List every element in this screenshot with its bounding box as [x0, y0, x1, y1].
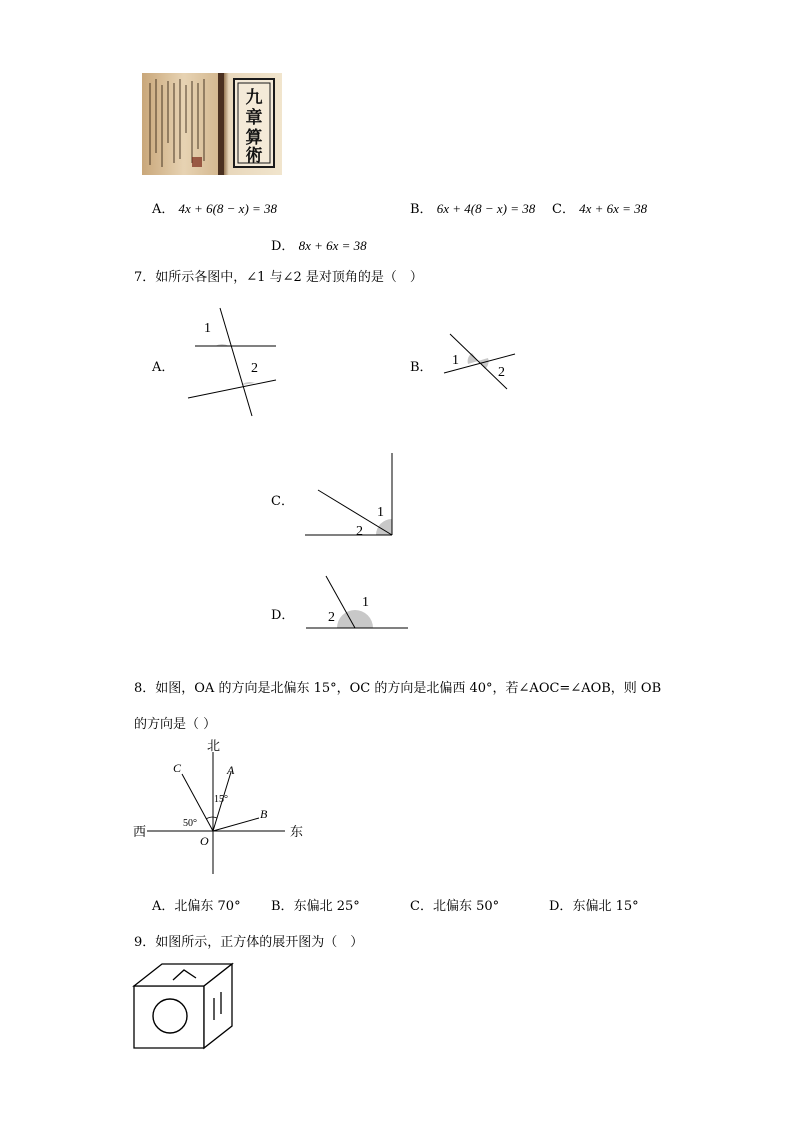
- q8-option-a[interactable]: [152, 895, 241, 914]
- q7-figure-d[interactable]: [300, 570, 415, 634]
- q8-option-c[interactable]: [410, 895, 499, 914]
- q6-option-d[interactable]: [271, 235, 367, 254]
- q8-west-label: 西: [133, 824, 147, 839]
- q8-option-a-letter: A．: [152, 899, 175, 914]
- q8-option-b[interactable]: [271, 895, 360, 914]
- q6-option-c-expr: 4x + 6x = 38: [579, 201, 648, 216]
- book-texture: [142, 73, 282, 175]
- q9-stem: 9．如图所示，正方体的展开图为（ ）: [134, 935, 364, 950]
- q8-o-label: O: [200, 834, 209, 848]
- q8-option-b-text: 东偏北 25°: [293, 899, 360, 914]
- q8-angle-c-label: 50°: [183, 818, 197, 829]
- q6-option-a-expr: 4x + 6(8 − x) = 38: [178, 201, 278, 216]
- q6-option-d-expr: 8x + 6x = 38: [298, 238, 367, 253]
- q7-figure-a[interactable]: [180, 302, 285, 422]
- q7-b-angle1-label: 1: [452, 353, 459, 368]
- q8-option-d-letter: D．: [549, 899, 573, 914]
- q7-c-angle2-label: 2: [356, 524, 363, 539]
- q8-option-c-text: 北偏东 50°: [432, 899, 500, 914]
- q6-option-c[interactable]: [552, 198, 647, 217]
- q7-option-d-letter[interactable]: D．: [271, 608, 295, 623]
- book-title-char-2: 章: [245, 108, 263, 127]
- q7-figure-c[interactable]: [300, 450, 400, 542]
- q8-east-label: 东: [290, 824, 304, 839]
- q8-compass-figure: [125, 738, 325, 878]
- book-title-char-4: 術: [245, 146, 263, 165]
- q6-option-c-letter: C．: [552, 202, 575, 217]
- q8-option-b-letter: B．: [271, 899, 294, 914]
- q6-option-b-expr: 6x + 4(8 − x) = 38: [436, 201, 536, 216]
- q7-a-angle1-label: 1: [204, 321, 211, 336]
- q8-c-label: C: [173, 761, 182, 775]
- q8-stem-line1: 8．如图，OA 的方向是北偏东 15°，OC 的方向是北偏西 40°，若∠AOC=∠AOB，则 OB: [134, 681, 662, 696]
- q8-a-label: A: [227, 763, 235, 777]
- q9-cube-figure: [130, 960, 240, 1054]
- q7-d-angle1-label: 1: [362, 595, 369, 610]
- q8-option-a-text: 北偏东 70°: [174, 899, 241, 914]
- book-title-char-3: 算: [245, 128, 263, 147]
- q8-north-label: 北: [207, 738, 221, 753]
- q7-b-angle2-label: 2: [498, 365, 505, 380]
- q7-option-b-letter[interactable]: B．: [410, 360, 433, 375]
- q7-c-angle1-label: 1: [377, 505, 384, 520]
- q6-option-a-letter: A．: [152, 202, 175, 217]
- q6-option-b-letter: B．: [410, 202, 433, 217]
- q8-stem-line2: 的方向是（ ）: [134, 717, 217, 732]
- q6-option-d-letter: D．: [271, 239, 295, 254]
- q7-stem: 7．如所示各图中，∠1 与∠2 是对顶角的是（ ）: [134, 270, 423, 285]
- q6-option-b[interactable]: [410, 198, 535, 217]
- q7-option-a-letter[interactable]: A．: [152, 360, 175, 375]
- q8-b-label: B: [260, 807, 268, 821]
- q8-option-d-text: 东偏北 15°: [572, 899, 639, 914]
- q7-figure-b[interactable]: [440, 330, 520, 394]
- q7-d-angle2-label: 2: [328, 610, 335, 625]
- q6-option-a[interactable]: [152, 198, 277, 217]
- q7-option-c-letter[interactable]: C．: [271, 494, 294, 509]
- book-cover-image: [142, 73, 282, 175]
- q8-option-c-letter: C．: [410, 899, 433, 914]
- q7-a-angle2-label: 2: [251, 361, 258, 376]
- q8-angle-a-label: 15°: [214, 794, 228, 805]
- book-title-char-1: 九: [245, 88, 263, 107]
- q8-option-d[interactable]: [549, 895, 639, 914]
